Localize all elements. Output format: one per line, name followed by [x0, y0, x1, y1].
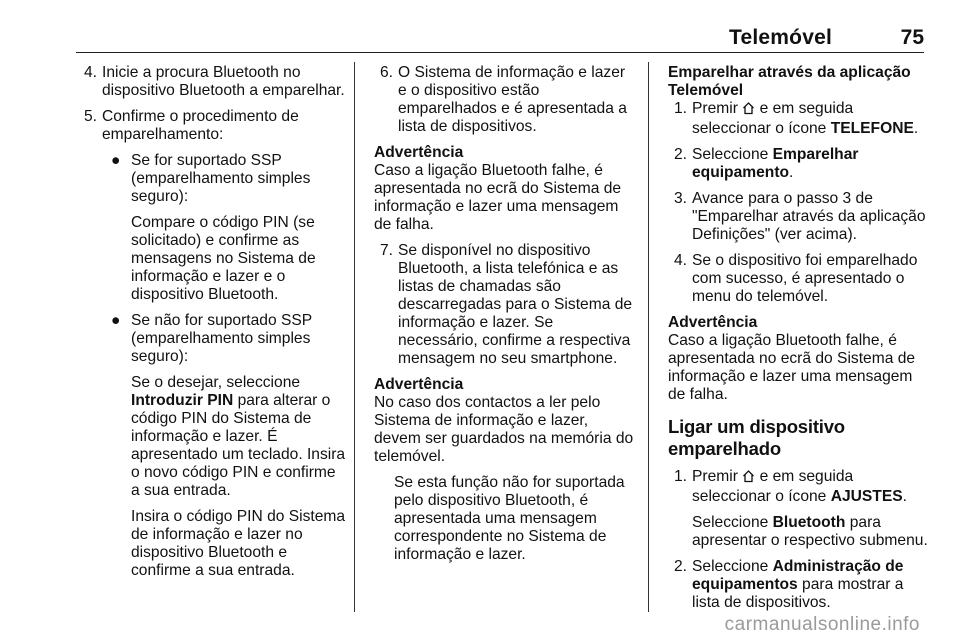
text: . [913, 120, 919, 137]
text: para alterar o código PIN do Sistema de informação e lazer. É apresentado um teclado. Insira o novo código PIN e confirme a sua entrada. [131, 392, 346, 499]
ui-term: Introduzir PIN [131, 392, 234, 409]
text: e em seguida seleccionar o ícone [692, 468, 854, 505]
watermark: carmanualsonline.info [724, 614, 920, 635]
paragraph: Insira o código PIN do Sistema de informação e lazer no dispositivo Bluetooth e confirme a sua entrada. [131, 508, 346, 579]
home-icon [742, 101, 755, 120]
list-number: 4. [674, 252, 688, 269]
list-text: Confirme o procedimento de emparelhamento: [102, 108, 299, 143]
text: Premir [692, 100, 743, 117]
bullet-item [78, 152, 348, 206]
list-text: Se disponível no dispositivo Bluetooth, a lista telefónica e as listas de chamadas são descarregadas para o Sistema de informação e lazer. Se necessário, confirme a respectiva mensagem no seu smartphone. [398, 242, 633, 367]
note-title: Advertência [668, 314, 758, 331]
list-number: 7. [380, 242, 394, 259]
text: . [789, 164, 794, 181]
text: Seleccione [692, 514, 773, 531]
page-title: Telemóvel [729, 26, 832, 49]
column-divider [354, 62, 355, 612]
list-item [668, 146, 930, 182]
note-text: Caso a ligação Bluetooth falhe, é apresentada no ecrã do Sistema de informação e lazer uma mensagem de falha. [374, 162, 622, 233]
bullet-text: Se não for suportado SSP (emparelhamento simples seguro): [131, 312, 312, 365]
paragraph: Compare o código PIN (se solicitado) e confirme as mensagens no Sistema de informação e lazer e o dispositivo Bluetooth. [131, 214, 316, 303]
bullet-text: Se for suportado SSP (emparelhamento simples seguro): [131, 152, 311, 205]
ui-term: AJUSTES [830, 488, 903, 505]
text: . [902, 488, 907, 505]
list-number: 2. [674, 146, 688, 163]
list-number: 4. [84, 64, 98, 81]
column-divider [648, 62, 649, 612]
text: Se o desejar, seleccione [131, 374, 301, 391]
text: Seleccione [692, 146, 773, 163]
bullet-icon: ● [111, 152, 121, 169]
ui-term: TELEFONE [830, 120, 914, 137]
note-text: No caso dos contactos a ler pelo Sistema de informação e lazer, devem ser guardados na memória do telemóvel. [374, 394, 634, 465]
paragraph: Se esta função não for suportada pelo dispositivo Bluetooth, é apresentada uma mensagem correspondente no Sistema de informação e lazer. [394, 474, 625, 563]
list-text: O Sistema de informação e lazer e o dispositivo estão emparelhados e é apresentada a lista de dispositivos. [398, 64, 627, 135]
page-header [76, 26, 924, 53]
paragraph [78, 374, 348, 500]
bullet-item [78, 312, 348, 366]
list-item [668, 252, 930, 306]
text: para mostrar a lista de dispositivos. [692, 576, 904, 611]
section-heading: Emparelhar através da aplicação Telemóvel [668, 64, 911, 99]
text: para apresentar o respectivo submenu. [692, 514, 928, 549]
list-item [668, 468, 930, 506]
list-item [668, 100, 930, 138]
list-item [374, 64, 636, 136]
list-text: Avance para o passo 3 de "Emparelhar através da aplicação Definições" (ver acima). [692, 190, 926, 243]
bullet-icon: ● [111, 312, 121, 329]
note-title: Advertência [374, 144, 464, 161]
paragraph [668, 514, 930, 550]
section-heading: Ligar um dispositivo emparelhado [668, 416, 845, 459]
note-text: Caso a ligação Bluetooth falhe, é apresentada no ecrã do Sistema de informação e lazer uma mensagem de falha. [668, 332, 916, 403]
column-1 [78, 64, 348, 588]
column-3 [668, 64, 930, 620]
text: Premir [692, 468, 743, 485]
page-number: 75 [900, 26, 924, 49]
list-item [668, 190, 930, 244]
list-number: 5. [84, 108, 98, 125]
list-item [668, 558, 930, 612]
note-title: Advertência [374, 376, 464, 393]
list-number: 3. [674, 190, 688, 207]
ui-term: Bluetooth [772, 514, 846, 531]
list-text: Se o dispositivo foi emparelhado com sucesso, é apresentado o menu do telemóvel. [692, 252, 918, 305]
list-number: 2. [674, 558, 688, 575]
list-text: Inicie a procura Bluetooth no dispositivo Bluetooth a emparelhar. [102, 64, 345, 99]
list-number: 1. [674, 468, 688, 485]
ui-term: Administração de equipamentos [692, 558, 904, 593]
text: e em seguida seleccionar o ícone [692, 100, 854, 137]
ui-term: Emparelhar equipamento [692, 146, 859, 181]
list-item [78, 64, 348, 100]
text: Seleccione [692, 558, 773, 575]
list-number: 6. [380, 64, 394, 81]
column-2 [374, 64, 636, 572]
list-item [78, 108, 348, 144]
list-number: 1. [674, 100, 688, 117]
home-icon [742, 469, 755, 488]
list-item [374, 242, 636, 368]
